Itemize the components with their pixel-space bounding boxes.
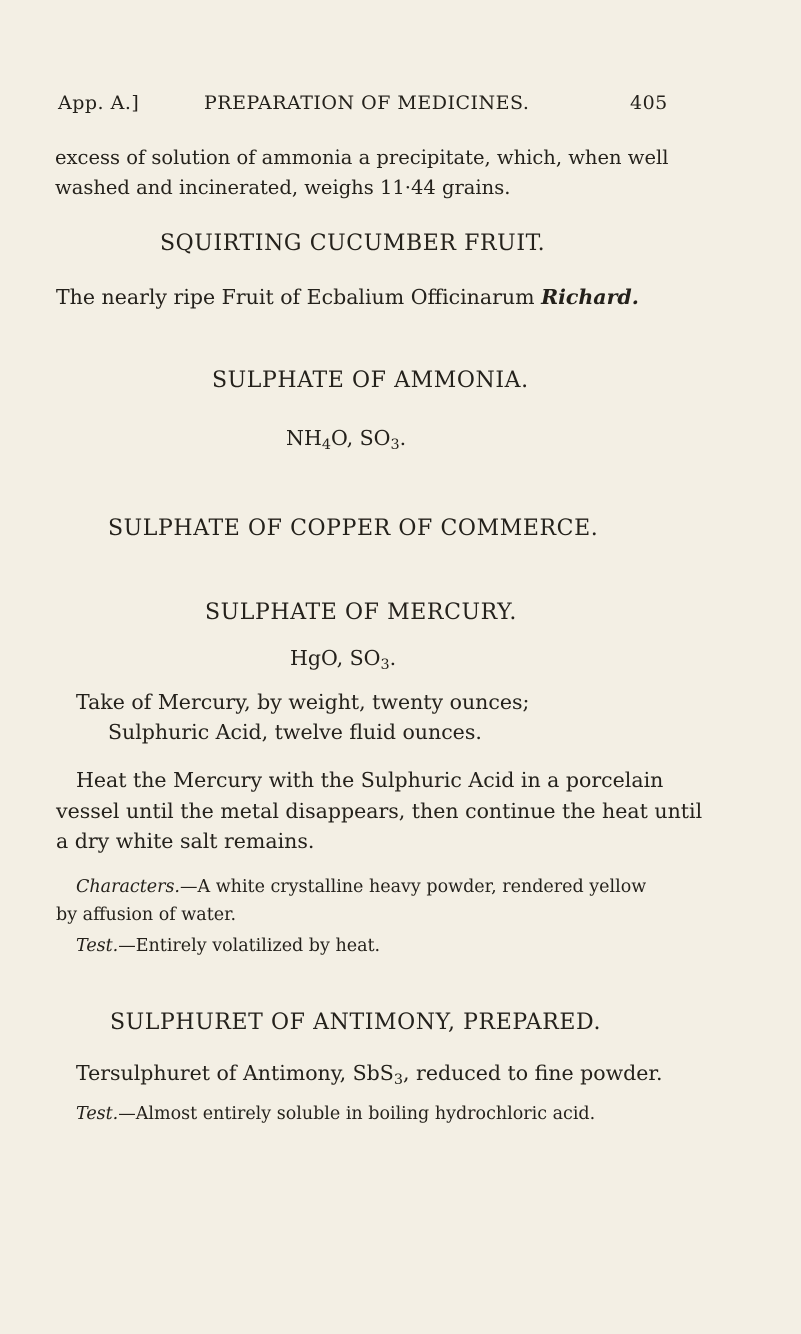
- mercury-take-line-1: Take of Mercury, by weight, twenty ounces;: [76, 690, 530, 714]
- squirting-cucumber-description: The nearly ripe Fruit of Ecbalium Officinarum: [56, 285, 535, 309]
- characters-text: —A white crystalline heavy powder, rendered yellow: [180, 877, 647, 897]
- intro-line-1: excess of solution of ammonia a precipitate, which, when well: [55, 146, 669, 169]
- squirting-cucumber-author: Richard.: [541, 285, 639, 309]
- mercury-take-line-2: Sulphuric Acid, twelve fluid ounces.: [108, 720, 482, 744]
- test-label: Test.: [76, 936, 119, 956]
- antimony-text-part: , reduced to fine powder.: [402, 1061, 663, 1085]
- formula-subscript: 3: [393, 1072, 403, 1088]
- formula-subscript: 3: [380, 657, 390, 673]
- antimony-test-line: [76, 1104, 595, 1124]
- formula-subscript: 3: [390, 437, 400, 453]
- running-header: [58, 92, 668, 118]
- header-title: PREPARATION OF MEDICINES.: [204, 92, 530, 114]
- sulphuret-antimony-title: SULPHURET OF ANTIMONY, PREPARED.: [110, 1010, 602, 1035]
- mercury-heat-line-3: a dry white salt remains.: [56, 829, 315, 853]
- sulphate-ammonia-title: SULPHATE OF AMMONIA.: [212, 368, 529, 393]
- header-appendix-ref: App. A.]: [58, 92, 140, 114]
- formula-subscript: 4: [321, 437, 331, 453]
- mercury-test-line: [76, 936, 380, 956]
- squirting-cucumber-title: SQUIRTING CUCUMBER FRUIT.: [160, 231, 546, 256]
- squirting-cucumber-text: [56, 285, 639, 309]
- characters-label: Characters.: [76, 877, 180, 897]
- mercury-formula: [290, 646, 397, 673]
- test-text: —Entirely volatilized by heat.: [118, 936, 381, 956]
- mercury-characters-line-1: [76, 877, 646, 897]
- mercury-characters-line-2: by affusion of water.: [56, 905, 237, 925]
- formula-part: NH: [286, 426, 322, 450]
- formula-period: .: [399, 426, 407, 450]
- ammonia-formula: [286, 426, 407, 453]
- page-number: 405: [630, 92, 668, 114]
- test-text: —Almost entirely soluble in boiling hydrochloric acid.: [118, 1104, 596, 1124]
- antimony-text-part: Tersulphuret of Antimony, SbS: [76, 1061, 394, 1085]
- sulphate-mercury-title: SULPHATE OF MERCURY.: [205, 600, 518, 625]
- formula-part: HgO, SO: [290, 646, 381, 670]
- formula-period: .: [389, 646, 397, 670]
- intro-line-2: washed and incinerated, weighs 11·44 grains.: [55, 176, 511, 199]
- mercury-heat-line-2: vessel until the metal disappears, then continue the heat until: [56, 799, 703, 823]
- test-label: Test.: [76, 1104, 119, 1124]
- mercury-heat-line-1: Heat the Mercury with the Sulphuric Acid in a porcelain: [76, 768, 664, 792]
- formula-part: O, SO: [330, 426, 391, 450]
- antimony-text-line: [76, 1061, 663, 1088]
- sulphate-copper-title: SULPHATE OF COPPER OF COMMERCE.: [108, 516, 599, 541]
